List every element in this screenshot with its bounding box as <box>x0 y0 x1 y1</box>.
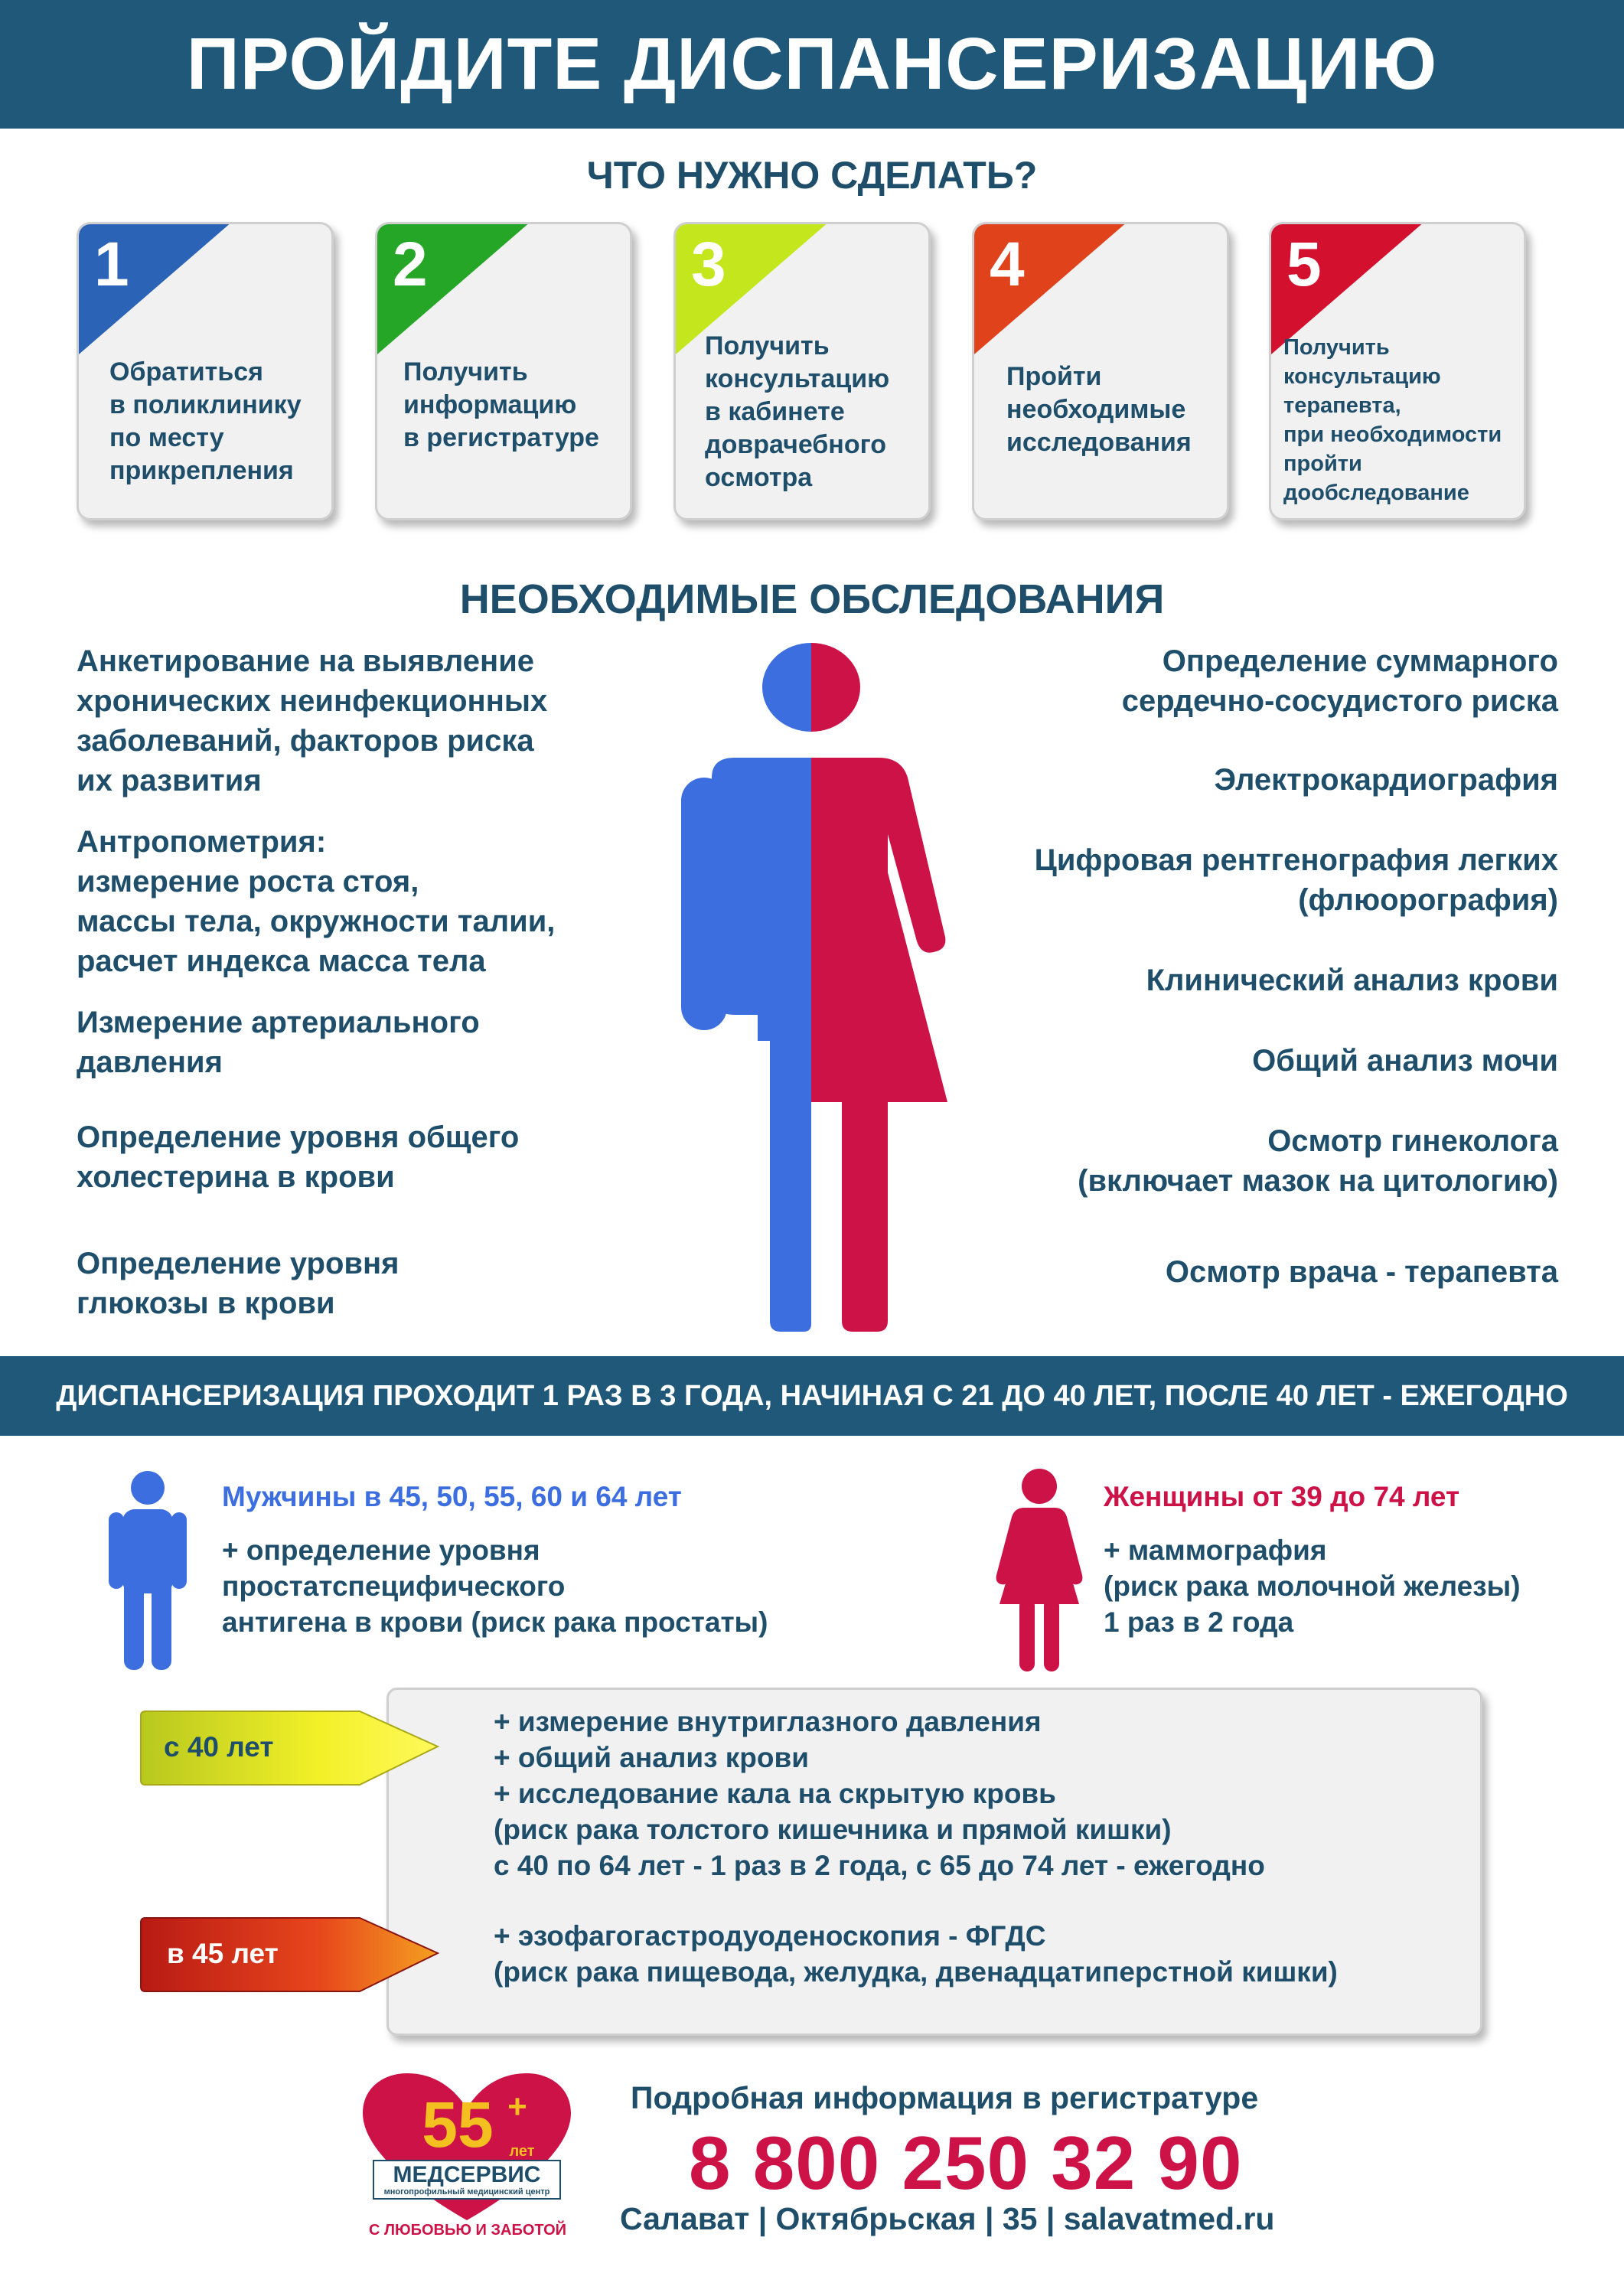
logo-years: 55 <box>422 2089 494 2161</box>
frequency-banner <box>0 1356 1624 1436</box>
men-text: + определение уровня простатспецифического антигена в крови (риск рака простаты) <box>222 1534 768 1638</box>
step-text-5: Получить консультацию терапевта, при необходимости пройти дообследование <box>1283 335 1502 505</box>
exam-left-item: Определение уровня глюкозы в крови <box>77 1247 399 1320</box>
logo-name: МЕДСЕРВИС <box>393 2162 541 2187</box>
step-text-4: Пройти необходимые исследования <box>1006 362 1192 457</box>
age-group-45-text: + эзофагогастродуоденоскопия - ФГДС (риск рака пищевода, желудка, двенадцатиперстной кишки) <box>494 1920 1338 1988</box>
step-text-2: Получить информацию в регистратуре <box>403 357 599 452</box>
step-number-5: 5 <box>1286 230 1322 299</box>
age-40-label: с 40 лет <box>164 1731 274 1763</box>
age-45-label: в 45 лет <box>167 1938 279 1969</box>
step-number-3: 3 <box>691 230 726 299</box>
step-card-5 <box>1269 222 1526 520</box>
step-number-2: 2 <box>393 230 428 299</box>
logo-years-suffix: лет <box>509 2143 535 2160</box>
exam-left-item: Определение уровня общего холестерина в крови <box>77 1120 520 1194</box>
step-number-1: 1 <box>94 230 129 299</box>
men-title: Мужчины в 45, 50, 55, 60 и 64 лет <box>222 1481 682 1512</box>
male-icon <box>106 1471 190 1670</box>
steps-section-title: ЧТО НУЖНО СДЕЛАТЬ? <box>586 154 1038 197</box>
address-line[interactable]: Салават | Октябрьская | 35 | salavatmed.ru <box>620 2201 1275 2236</box>
women-text: + маммография (риск рака молочной железы) 1 раз в 2 года <box>1104 1534 1521 1638</box>
exam-right-item: Клинический анализ крови <box>1146 964 1558 997</box>
medservis-logo <box>360 2070 574 2223</box>
phone-number[interactable]: 8 800 250 32 90 <box>689 2121 1243 2205</box>
exam-left-item: Анкетирование на выявление хронических неинфекционных заболеваний, факторов риска их развития <box>77 644 548 797</box>
exams-section-title: НЕОБХОДИМЫЕ ОБСЛЕДОВАНИЯ <box>459 576 1165 622</box>
logo-subtitle: многопрофильный медицинский центр <box>383 2187 550 2197</box>
exam-right-item: Цифровая рентгенография легких (флюорография) <box>1034 843 1558 917</box>
frequency-text: ДИСПАНСЕРИЗАЦИЯ ПРОХОДИТ 1 РАЗ В 3 ГОДА, НАЧИНАЯ С 21 ДО 40 ЛЕТ, ПОСЛЕ 40 ЛЕТ - ЕЖЕГОДНО <box>56 1379 1568 1412</box>
step-card-4 <box>972 222 1229 520</box>
step-card-3 <box>673 222 931 520</box>
age-group-40-text: + измерение внутриглазного давления + общий анализ крови + исследование кала на скрытую кровь (риск рака толстого кишечника и прямой кишки) с 40 по 64 лет - 1 раз в 2 года, с 65 до 74 лет - ежегодно <box>494 1706 1265 1881</box>
women-title: Женщины от 39 до 74 лет <box>1104 1481 1460 1512</box>
step-number-4: 4 <box>990 230 1025 299</box>
female-icon <box>993 1468 1085 1671</box>
step-text-1: Обратиться в поликлинику по месту прикрепления <box>109 357 302 485</box>
exam-right-item: Определение суммарного сердечно-сосудистого риска <box>1121 644 1558 718</box>
exam-right-item: Общий анализ мочи <box>1252 1044 1558 1078</box>
male-female-figure <box>658 643 964 1332</box>
exam-left-item: Измерение артериального давления <box>77 1006 480 1079</box>
logo-tagline: С ЛЮБОВЬЮ И ЗАБОТОЙ <box>368 2222 567 2239</box>
page-title: ПРОЙДИТЕ ДИСПАНСЕРИЗАЦИЮ <box>186 23 1438 105</box>
exam-left-item: Антропометрия: измерение роста стоя, массы тела, окружности талии, расчет индекса масса тела <box>77 825 556 978</box>
header-banner <box>0 0 1624 129</box>
step-text-3: Получить консультацию в кабинете доврачебного осмотра <box>705 331 890 492</box>
step-card-1 <box>77 222 334 520</box>
exam-right-item: Электрокардиография <box>1214 763 1558 797</box>
step-card-2 <box>375 222 632 520</box>
logo-plus: + <box>507 2088 527 2125</box>
contact-info-text: Подробная информация в регистратуре <box>631 2080 1259 2115</box>
exam-right-item: Осмотр врача - терапевта <box>1165 1255 1558 1289</box>
exam-right-item: Осмотр гинеколога (включает мазок на цитологию) <box>1078 1124 1558 1198</box>
